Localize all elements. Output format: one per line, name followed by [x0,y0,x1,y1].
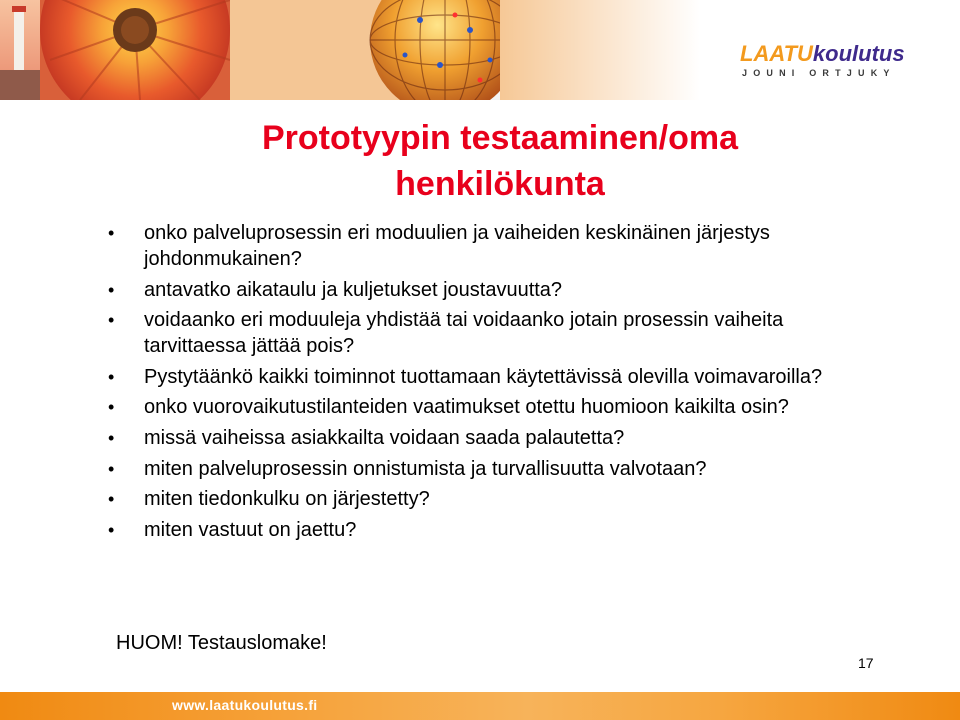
bullet-text: missä vaiheissa asiakkailta voidaan saada palautetta? [144,426,625,449]
bullet-item [108,220,848,272]
logo-wordmark [740,42,905,66]
bullet-item [108,394,848,420]
note-text: HUOM! Testauslomake! [116,632,327,654]
bullet-dot-icon: • [108,397,115,418]
bullet-text: Pystytäänkö kaikki toiminnot tuottamaan käytettävissä olevilla voimavaroilla? [144,365,823,388]
bullet-list [108,220,848,547]
footer-url-link[interactable]: www.laatukoulutus.fi [172,697,318,713]
slide-title-line1: Prototyypin testaaminen/oma [261,119,739,157]
bullet-dot-icon: • [108,279,115,300]
bullet-item [108,364,848,390]
bullet-item [108,277,848,303]
bullet-text: antavatko aikataulu ja kuljetukset joustavuutta? [144,278,563,301]
header-banner [0,0,960,100]
bullet-text: miten palveluprosessin onnistumista ja turvallisuutta valvotaan? [144,457,707,480]
bullet-item [108,307,848,359]
bullet-dot-icon: • [108,519,115,540]
bullet-item [108,425,848,451]
bullet-dot-icon: • [108,458,115,479]
bullet-dot-icon: • [108,427,115,448]
logo-tagline: JOUNI ORTJUKY [742,68,896,78]
bullet-item [108,456,848,482]
bullet-text: voidaanko eri moduuleja yhdistää tai voidaanko jotain prosessin vaiheita tarvittaessa jättää pois? [144,309,784,358]
bullet-text: onko palveluprosessin eri moduulien ja vaiheiden keskinäinen järjestys johdonmukainen? [144,222,770,270]
bullet-text: miten vastuut on jaettu? [144,518,357,541]
bullet-text: miten tiedonkulku on järjestetty? [144,488,430,511]
bullet-item [108,486,848,512]
bullet-dot-icon: • [108,223,115,243]
bullet-dot-icon: • [108,366,115,387]
bullet-text: onko vuorovaikutustilanteiden vaatimukset otettu huomioon kaikilta osin? [144,396,789,419]
slide-title-line2: henkilökunta [395,165,605,203]
logo-brand-part1: LAATU [740,41,813,66]
logo-brand-part2: koulutus [812,41,905,66]
bullet-dot-icon: • [108,310,115,331]
slide-title [120,115,880,207]
footer-bar [0,692,960,720]
page-number: 17 [858,655,874,671]
bullet-dot-icon: • [108,489,115,510]
bullet-item [108,517,848,543]
laatukoulutus-logo [740,42,940,82]
